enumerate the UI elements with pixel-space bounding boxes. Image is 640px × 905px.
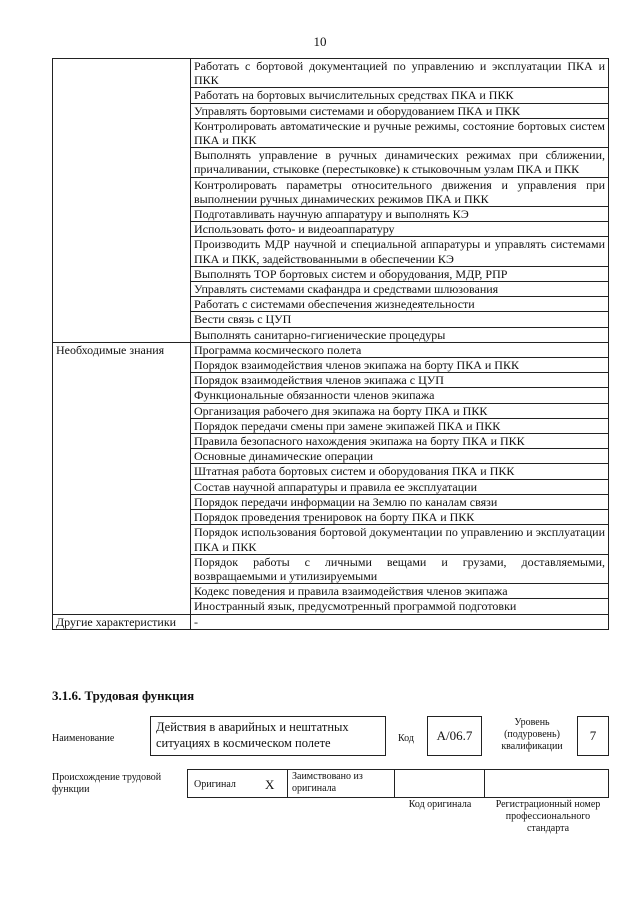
name-label: Наименование [52, 733, 115, 744]
table-cell: Управлять бортовыми системами и оборудованием ПКА и ПКК [191, 103, 609, 118]
table-cell: Иностранный язык, предусмотренный программой подготовки [191, 599, 609, 614]
function-name-box [150, 716, 386, 756]
origin-divider-1 [287, 769, 288, 798]
table-cell: Работать с бортовой документацией по управлению и эксплуатации ПКА и ПКК [191, 59, 609, 88]
table-cell: Подготавливать научную аппаратуру и выполнять КЭ [191, 207, 609, 222]
table-cell: Работать на бортовых вычислительных средствах ПКА и ПКК [191, 88, 609, 103]
code-label: Код [398, 733, 414, 744]
table-cell: Порядок передачи информации на Землю по каналам связи [191, 494, 609, 509]
original-label: Оригинал [194, 779, 236, 790]
table-cell: Порядок работы с личными вещами и грузами, доставляемыми, возвращаемыми и утилизируемыми [191, 554, 609, 583]
knowledge-row [53, 342, 609, 357]
table-cell: Контролировать автоматические и ручные режимы, состояние бортовых систем ПКА и ПКК [191, 118, 609, 147]
function-name-value: Действия в аварийных и нештатных ситуациях в космическом полете [156, 720, 349, 750]
table-cell: Порядок использования бортовой документации по управлению и эксплуатации ПКА и ПКК [191, 525, 609, 554]
table-cell: Организация рабочего дня экипажа на борту ПКА и ПКК [191, 403, 609, 418]
table-cell: Управлять системами скафандра и средствами шлюзования [191, 282, 609, 297]
table-cell: Выполнять ТОР бортовых систем и оборудования, МДР, РПР [191, 266, 609, 281]
borrowed-label: Заимствовано из оригинала [292, 771, 363, 794]
code-box [427, 716, 482, 756]
level-value: 7 [589, 728, 597, 743]
origin-row [187, 769, 609, 798]
level-box [577, 716, 609, 756]
table-cell: Производить МДР научной и специальной аппаратуры и управлять системами ПКА и ПКК, задействованными в обеспечении КЭ [191, 237, 609, 266]
table-cell: Порядок передачи смены при замене экипажей ПКА и ПКК [191, 418, 609, 433]
registration-number-caption: Регистрационный номер профессионального стандарта [495, 799, 601, 834]
code-original-caption: Код оригинала [408, 799, 472, 810]
origin-label: Происхождение трудовой функции [52, 772, 162, 795]
original-mark: X [265, 777, 275, 792]
skills-label-cell [53, 59, 191, 343]
table-cell: Кодекс поведения и правила взаимодействия членов экипажа [191, 584, 609, 599]
table-cell: Использовать фото- и видеоаппаратуру [191, 222, 609, 237]
section-title: 3.1.6. Трудовая функция [52, 688, 195, 703]
knowledge-label-cell: Необходимые знания [53, 342, 191, 614]
page-number: 10 [313, 34, 327, 49]
origin-divider-3 [484, 769, 485, 798]
table-cell: Порядок взаимодействия членов экипажа с ЦУП [191, 373, 609, 388]
table-cell: Состав научной аппаратуры и правила ее эксплуатации [191, 479, 609, 494]
code-value: A/06.7 [436, 728, 473, 743]
table-cell: Штатная работа бортовых систем и оборудования ПКА и ПКК [191, 464, 609, 479]
skills-row [53, 59, 609, 88]
table-cell: Работать с системами обеспечения жизнедеятельности [191, 297, 609, 312]
table-cell: Контролировать параметры относительного движения и управления при выполнении ручных динамических режимов ПКА и ПКК [191, 177, 609, 206]
table-cell: Функциональные обязанности членов экипажа [191, 388, 609, 403]
other-row [53, 614, 609, 629]
table-cell: Правила безопасного нахождения экипажа на борту ПКА и ПКК [191, 434, 609, 449]
other-label-cell: Другие характеристики [53, 614, 191, 629]
origin-divider-2 [394, 769, 395, 798]
skills-knowledge-table [52, 58, 609, 630]
table-cell: Выполнять управление в ручных динамических режимах при сближении, причаливании, стыковке (перестыковке) к стыковочным узлам ПКА и ПКК [191, 148, 609, 177]
table-cell: Выполнять санитарно-гигиенические процедуры [191, 327, 609, 342]
table-cell: Порядок взаимодействия членов экипажа на борту ПКА и ПКК [191, 358, 609, 373]
table-cell: - [191, 614, 609, 629]
table-cell: Вести связь с ЦУП [191, 312, 609, 327]
level-label: Уровень (подуровень) квалификации [501, 717, 563, 752]
table-cell: Программа космического полета [191, 342, 609, 357]
table-cell: Основные динамические операции [191, 449, 609, 464]
table-cell: Порядок проведения тренировок на борту ПКА и ПКК [191, 510, 609, 525]
